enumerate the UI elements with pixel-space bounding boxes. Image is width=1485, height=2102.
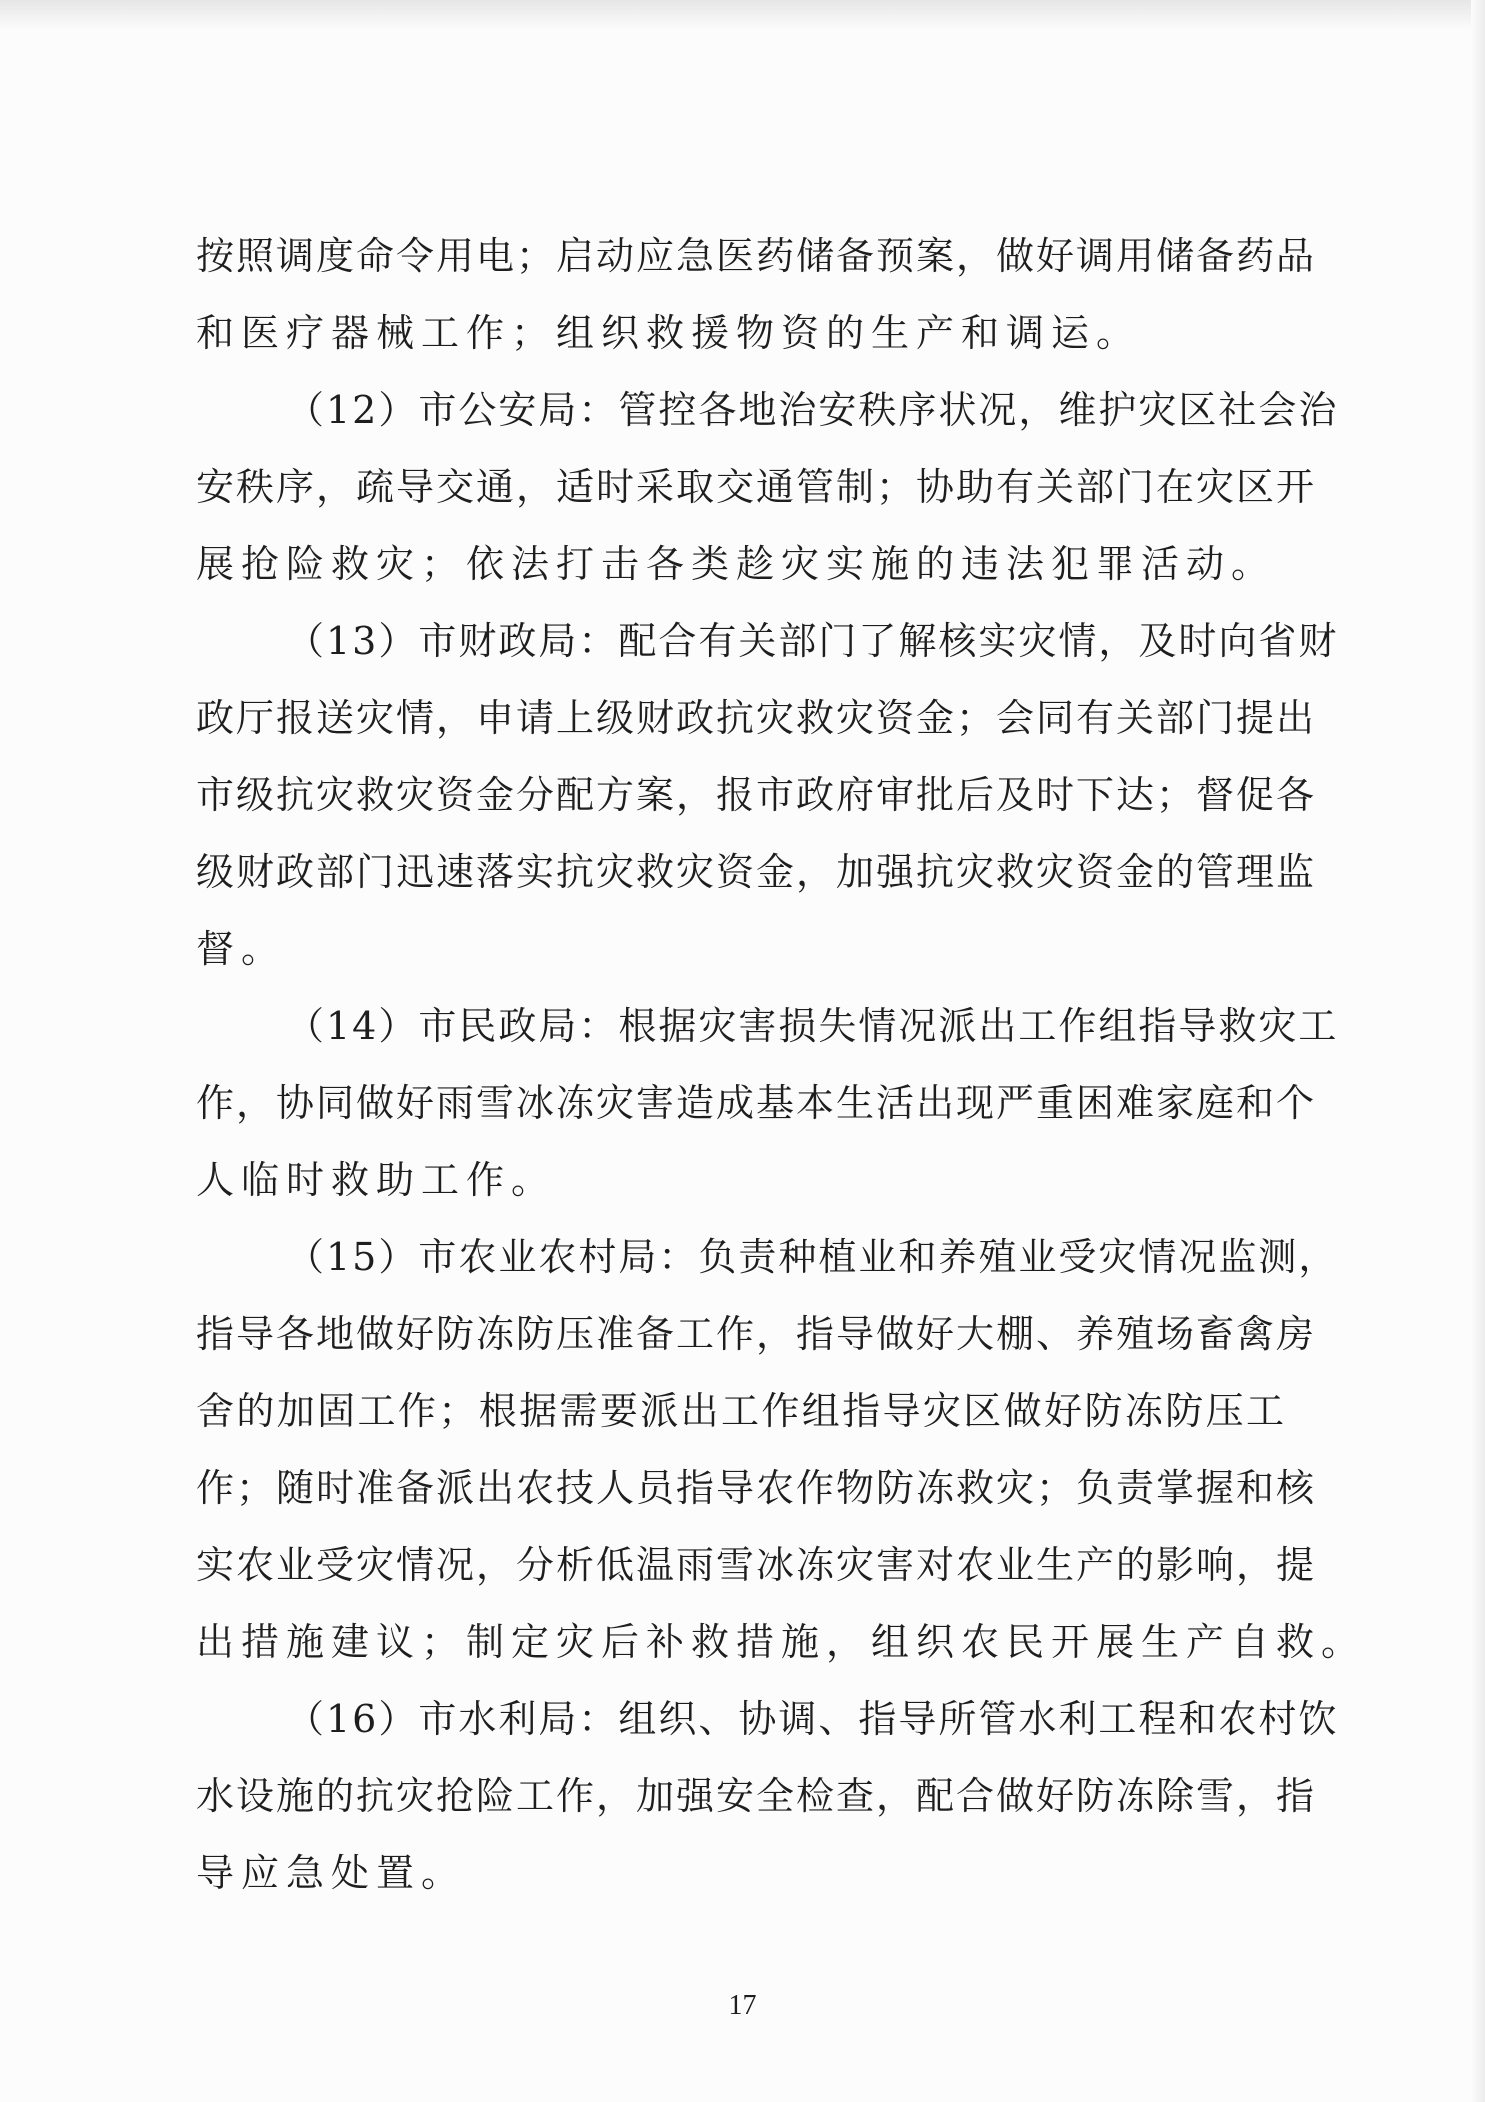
text-line: 舍的加固工作；根据需要派出工作组指导灾区做好防冻防压工 bbox=[196, 1389, 1286, 1433]
text-line: 安秩序，疏导交通，适时采取交通管制；协助有关部门在灾区开 bbox=[196, 465, 1317, 509]
text-line: 水设施的抗灾抢险工作，加强安全检查，配合做好防冻除雪，指 bbox=[196, 1774, 1317, 1818]
paragraph bbox=[196, 228, 1317, 382]
text-line: 市级抗灾救灾资金分配方案，报市政府审批后及时下达；督促各 bbox=[196, 773, 1317, 817]
text-line: 按照调度命令用电；启动应急医药储备预案，做好调用储备药品 bbox=[196, 234, 1317, 278]
text-line: 作，协同做好雨雪冰冻灾害造成基本生活出现严重困难家庭和个 bbox=[196, 1081, 1317, 1125]
page-number: 17 bbox=[728, 1990, 757, 2021]
text-line: 政厅报送灾情，申请上级财政抗灾救灾资金；会同有关部门提出 bbox=[196, 696, 1317, 740]
text-line: 指导各地做好防冻防压准备工作，指导做好大棚、养殖场畜禽房 bbox=[196, 1312, 1317, 1356]
text-line: 和医疗器械工作；组织救援物资的生产和调运。 bbox=[196, 311, 1142, 355]
text-line: （16）市水利局：组织、协调、指导所管水利工程和农村饮 bbox=[286, 1697, 1339, 1741]
paragraph bbox=[196, 1229, 1367, 1691]
scan-right-edge bbox=[1471, 0, 1485, 2102]
text-line: 出措施建议；制定灾后补救措施，组织农民开展生产自救。 bbox=[196, 1620, 1367, 1664]
paragraph bbox=[196, 1691, 1339, 1922]
text-line: 级财政部门迅速落实抗灾救灾资金，加强抗灾救灾资金的管理监 bbox=[196, 850, 1317, 894]
text-line: 督。 bbox=[196, 927, 287, 971]
document-body bbox=[196, 228, 1367, 1922]
text-line: （14）市民政局：根据灾害损失情况派出工作组指导救灾工 bbox=[286, 1004, 1339, 1048]
text-line: 展抢险救灾；依法打击各类趁灾实施的违法犯罪活动。 bbox=[196, 542, 1277, 586]
text-line: 作；随时准备派出农技人员指导农作物防冻救灾；负责掌握和核 bbox=[196, 1466, 1317, 1510]
text-line: （12）市公安局：管控各地治安秩序状况，维护灾区社会治 bbox=[286, 388, 1339, 432]
paragraph bbox=[196, 998, 1339, 1229]
text-line: （15）市农业农村局：负责种植业和养殖业受灾情况监测， bbox=[286, 1235, 1339, 1279]
text-line: 人临时救助工作。 bbox=[196, 1158, 557, 1202]
text-line: 实农业受灾情况，分析低温雨雪冰冻灾害对农业生产的影响，提 bbox=[196, 1543, 1317, 1587]
paragraph bbox=[196, 382, 1339, 613]
text-line: （13）市财政局：配合有关部门了解核实灾情，及时向省财 bbox=[286, 619, 1339, 663]
paragraph bbox=[196, 613, 1339, 998]
scan-top-shadow bbox=[0, 0, 1485, 30]
text-line: 导应急处置。 bbox=[196, 1851, 467, 1895]
